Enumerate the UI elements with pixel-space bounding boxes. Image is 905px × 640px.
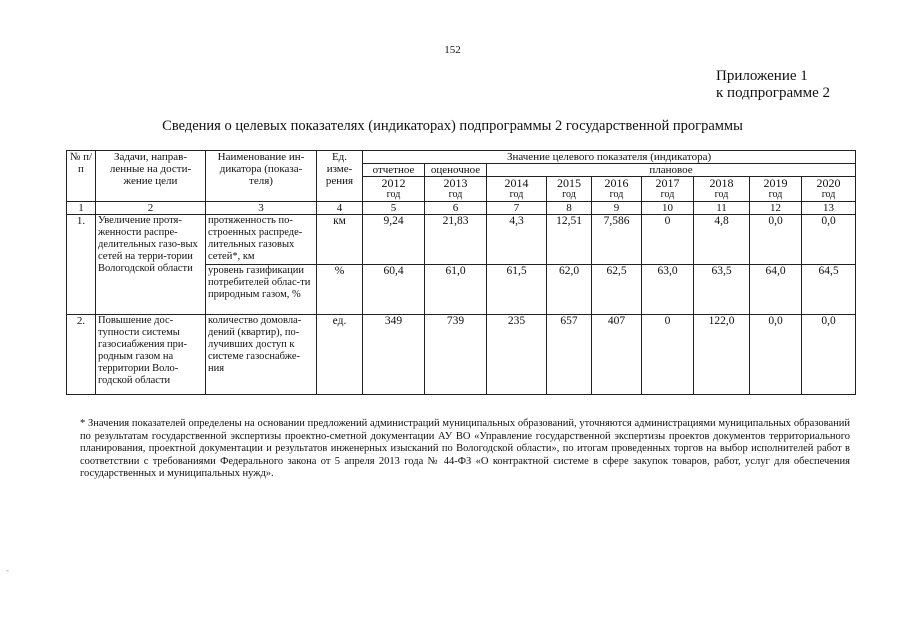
row-value: 9,24	[363, 215, 425, 265]
indicators-table	[66, 150, 856, 395]
header-unit: Ед. изме-рения	[317, 151, 363, 202]
header-year: 2015 год	[547, 177, 592, 202]
margin-mark: -	[6, 565, 9, 575]
row-value: 62,5	[592, 265, 642, 315]
header-value-group: Значение целевого показателя (индикатора)	[363, 151, 856, 164]
row-task: Увеличение протя-женности распре-делительных газо-вых сетей на терри-тории Вологодской области	[96, 215, 206, 315]
document-title: Сведения о целевых показателях (индикаторах) подпрограммы 2 государственной программы	[162, 118, 743, 134]
header-task: Задачи, направ-ленные на дости-жение цели	[96, 151, 206, 202]
header-estimated: оценочное	[425, 164, 487, 177]
row-unit: %	[317, 265, 363, 315]
row-indicator: уровень газификации потребителей облас-ти природным газом, %	[206, 265, 317, 315]
row-num: 1.	[67, 215, 96, 315]
row-unit: км	[317, 215, 363, 265]
column-number: 9	[592, 202, 642, 215]
column-number: 5	[363, 202, 425, 215]
row-value: 349	[363, 315, 425, 395]
row-value: 122,0	[694, 315, 750, 395]
header-indicator: Наименование ин-дикатора (показа-теля)	[206, 151, 317, 202]
header-year: 2014 год	[487, 177, 547, 202]
row-value: 0	[642, 315, 694, 395]
column-number: 4	[317, 202, 363, 215]
row-value: 235	[487, 315, 547, 395]
row-indicator: количество домовла-дений (квартир), по-лучивших доступ к системе газоснабже-ния	[206, 315, 317, 395]
header-year: 2017 год	[642, 177, 694, 202]
header-year: 2020 год	[802, 177, 856, 202]
row-value: 7,586	[592, 215, 642, 265]
header-planned: плановое	[487, 164, 856, 177]
header-year: 2013 год	[425, 177, 487, 202]
row-value: 0,0	[750, 315, 802, 395]
row-value: 0	[642, 215, 694, 265]
row-value: 0,0	[802, 215, 856, 265]
column-number: 12	[750, 202, 802, 215]
page-number: 152	[444, 44, 461, 56]
row-value: 64,0	[750, 265, 802, 315]
header-year: 2012 год	[363, 177, 425, 202]
row-indicator: протяженность по-строенных распреде-лительных газовых сетей*, км	[206, 215, 317, 265]
column-number: 2	[96, 202, 206, 215]
header-num: № п/п	[67, 151, 96, 202]
header-year: 2019 год	[750, 177, 802, 202]
row-task: Повышение дос-тупности системы газосиабжения при-родным газом на территории Воло-годской области	[96, 315, 206, 395]
column-number: 10	[642, 202, 694, 215]
column-number: 7	[487, 202, 547, 215]
column-number: 11	[694, 202, 750, 215]
row-value: 63,0	[642, 265, 694, 315]
column-numbers-row	[67, 202, 856, 215]
footnote: * Значения показателей определены на основании предложений администраций муниципальных образований, уточняются администрациями муниципальных образований по результатам государственной экспертизы проектно-сметной документации АУ ВО «Управление государственной экспертизы проектов документов территориального планирования, проектной документации и результатов инженерных изысканий по Вологодской области», по итогам проведенных торгов на выбор исполнителей работ в соответствии с требованиями Федерального закона от 5 апреля 2013 года № 44-ФЗ «О контрактной системе в сфере закупок товаров, работ, услуг для обеспечения государственных и муниципальных нужд».	[80, 418, 850, 479]
column-number: 3	[206, 202, 317, 215]
table-row	[67, 315, 856, 395]
row-unit: ед.	[317, 315, 363, 395]
row-value: 0,0	[802, 315, 856, 395]
appendix-line-2: к подпрограмме 2	[716, 85, 830, 101]
row-value: 4,8	[694, 215, 750, 265]
column-number: 13	[802, 202, 856, 215]
row-value: 61,0	[425, 265, 487, 315]
row-value: 21,83	[425, 215, 487, 265]
column-number: 6	[425, 202, 487, 215]
column-number: 1	[67, 202, 96, 215]
row-value: 63,5	[694, 265, 750, 315]
row-value: 4,3	[487, 215, 547, 265]
row-value: 739	[425, 315, 487, 395]
row-value: 60,4	[363, 265, 425, 315]
column-number: 8	[547, 202, 592, 215]
header-reported: отчетное	[363, 164, 425, 177]
header-year: 2018 год	[694, 177, 750, 202]
appendix-note	[716, 68, 830, 102]
table-row	[67, 215, 856, 265]
header-row-1	[67, 151, 856, 164]
row-value: 407	[592, 315, 642, 395]
row-num: 2.	[67, 315, 96, 395]
row-value: 61,5	[487, 265, 547, 315]
row-value: 12,51	[547, 215, 592, 265]
row-value: 0,0	[750, 215, 802, 265]
appendix-line-1: Приложение 1	[716, 68, 808, 84]
header-year: 2016 год	[592, 177, 642, 202]
row-value: 657	[547, 315, 592, 395]
row-value: 62,0	[547, 265, 592, 315]
row-value: 64,5	[802, 265, 856, 315]
